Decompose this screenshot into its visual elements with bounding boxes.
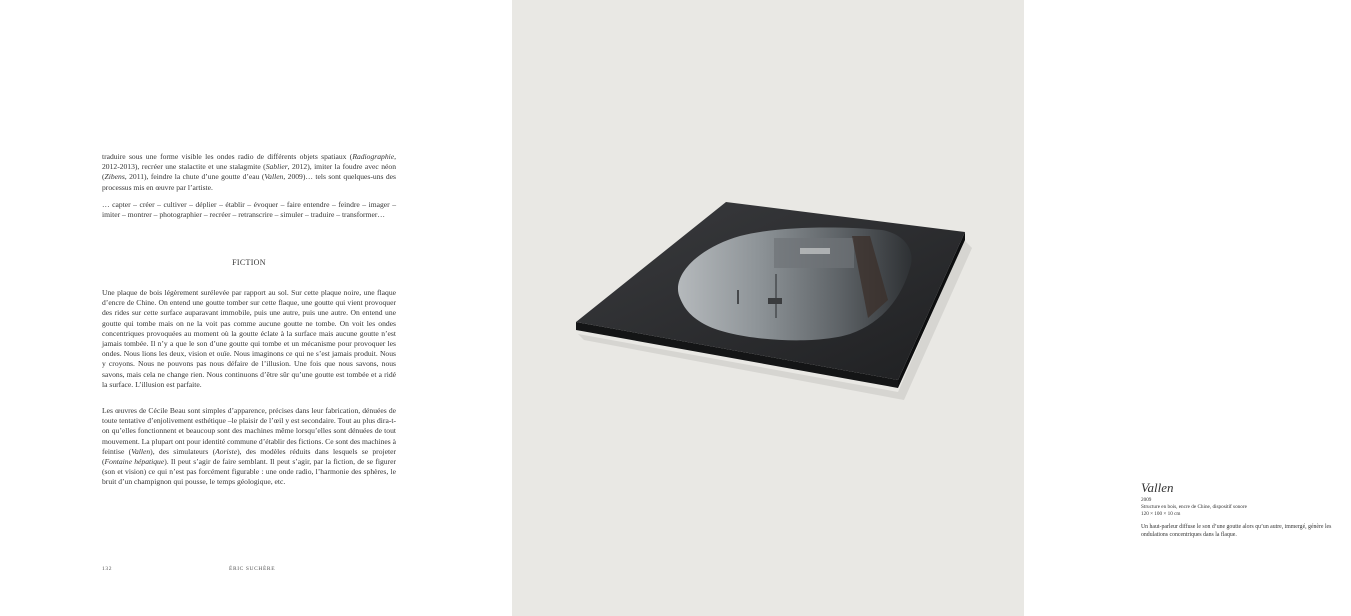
work-title: Sablier [265, 162, 288, 172]
running-head: ÉRIC SUCHÈRE [229, 566, 276, 572]
intro-text: , 2011), feindre la chute d’une goutte d’eau ( [124, 172, 265, 182]
section-title: FICTION [232, 258, 266, 267]
work-title: Vallen [131, 446, 151, 456]
fiction-paragraph [102, 288, 396, 390]
caption-description: Un haut-parleur diffuse le son d’une goutte alors qu’un autre, immergé, génère les ondulations concentriques dans la flaque. [1141, 524, 1332, 538]
artwork-photo [512, 0, 1024, 616]
verbs-text: … capter – créer – cultiver – déplier – établir – évoquer – faire entendre – feindre – imager – imiter – montrer – photographier – recréer – retranscrire – simuler – traduire – transformer… [102, 200, 396, 220]
intro-paragraph [102, 152, 396, 193]
intro-text: , 2009)… tels sont quelques-uns des processus mis en œuvre par l’artiste. [102, 172, 396, 192]
work-title: Aoriste [215, 446, 238, 456]
intro-text: traduire sous une forme visible les ondes radio de différents objets spatiaux ( [102, 152, 353, 161]
intro-text: , 2012), imiter la foudre avec néon ( [102, 162, 396, 182]
work-title: Vallen [264, 172, 284, 182]
work-title: Radiographie [352, 152, 395, 161]
reflection-box [768, 298, 782, 304]
works-paragraph [102, 406, 396, 488]
verbs-paragraph [102, 200, 396, 220]
page-number: 132 [102, 566, 113, 572]
caption-dimensions: 120 × 100 × 10 cm [1141, 511, 1181, 517]
works-text: ). Il peut s’agir de faire semblant. Il peut s’agir, par la fiction, de se figurer (son et vision) ce qui n’est pas forcément figurable : une onde radio, l’harmonie des sphères, le bruit d’un champignon qui pousse, le temps géologique, etc. [102, 457, 396, 487]
caption-title: Vallen [1141, 480, 1174, 495]
intro-text: , 2012-2013), recréer une stalactite et une stalagmite ( [102, 152, 396, 172]
artwork-caption [1141, 480, 1351, 539]
work-title: Zibens [104, 172, 125, 182]
works-text: Les œuvres de Cécile Beau sont simples d’apparence, précises dans leur fabrication, dénuées de toute tentative d’enjolivement esthétique –le plaisir de l’œil y est secondaire. Tout au plus dira-t-on qu’elles fonctionnent et beaucoup sont des machines même lorsqu’elles sont dénuées de tout mouvement. La plupart ont pour identité commune d’établir des fictions. Ce sont des machines à feintise ( [102, 406, 396, 456]
works-text: ), des simulateurs ( [150, 446, 216, 456]
right-page [512, 0, 1332, 616]
caption-year: 2009 [1141, 497, 1152, 503]
reflection-window [800, 248, 830, 254]
works-text: ), des modèles réduits dans lesquels se projeter ( [102, 446, 397, 467]
fiction-text: Une plaque de bois légèrement surélevée par rapport au sol. Sur cette plaque noire, une flaque d’encre de Chine. On entend une goutte tomber sur cette flaque, une goutte qui vient provoquer des rides sur cette surface auparavant immobile, puis une autre, puis une autre. On entend une goutte qui tombe mais on ne la voit pas comme aucune goutte ne tombe. On voit les ondes concentriques provoquées au moment où la goutte éclate à la surface mais aucune goutte n’est jamais tombée. Il n’y a que le son d’une goutte qui tombe et un mécanisme pour provoquer les ondes. Nous lions les deux, vision et ouïe. Nous imaginons ce qui ne s’est jamais produit. Nous y croyons. Nous ne pouvons pas nous défaire de l’illusion. Une fois que nous savons, nous savons, mais cela ne change rien. Nous continuons d’être sûr qu’une goutte est tombée et a ridé la surface. L’illusion est parfaite. [102, 288, 396, 389]
left-page [0, 0, 512, 616]
caption-materials: Structure en bois, encre de Chine, dispositif sonore [1141, 504, 1247, 510]
work-title: Fontaine hépatique [104, 457, 165, 467]
